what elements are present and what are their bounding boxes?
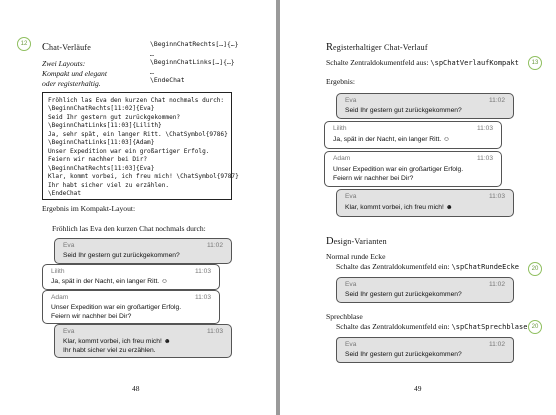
chat-bubble-right xyxy=(336,277,514,303)
line-number-badge: 20 xyxy=(528,262,542,276)
right-page xyxy=(280,0,556,415)
chat-text: Klar, kommt vorbei, ich freu mich! ☻ xyxy=(345,204,453,211)
chat-text: Seid Ihr gestern gut zurückgekommen? xyxy=(63,252,180,259)
chat-time: 11:03 xyxy=(194,294,211,301)
heading-initial: C xyxy=(42,42,50,53)
code-line: Feiern wir nachher bei Dir? xyxy=(48,156,148,163)
page-number: 48 xyxy=(132,384,140,393)
chat-sender: Adam xyxy=(51,294,69,301)
switch-command: \spChatVerlaufKompakt xyxy=(430,59,519,67)
code-line: \BeginnChatLinks[11:03]{Lilith} xyxy=(48,122,162,129)
section-heading xyxy=(42,37,91,55)
chat-text: Feiern wir nachher bei Dir? xyxy=(51,313,132,320)
code-line: \BeginnChatRechts[…]{…} xyxy=(150,40,239,48)
variant-switch-text xyxy=(336,322,527,331)
chat-text: Feiern wir nachher bei Dir? xyxy=(333,175,414,182)
chat-text: Seid Ihr gestern gut zurückgekommen? xyxy=(345,351,462,358)
switch-text xyxy=(326,58,519,67)
chat-sender: Eva xyxy=(345,281,357,288)
chat-sender: Adam xyxy=(333,155,351,162)
chat-text: Klar, kommt vorbei, ich freu mich! ☻ xyxy=(63,338,171,345)
chat-time: 11:02 xyxy=(488,341,505,348)
chat-bubble-right xyxy=(336,93,514,119)
code-line: \BeginnChatLinks[11:03]{Adam} xyxy=(48,139,155,146)
chat-sender: Eva xyxy=(345,97,357,104)
switch-label: Schalte Zentraldokumentfeld aus: xyxy=(326,58,429,67)
code-line: Klar, kommt vorbei, ich freu mich! \ChatSymbol{9787} xyxy=(48,173,239,180)
heading-initial: R xyxy=(326,42,334,53)
line-number-badge: 20 xyxy=(528,320,542,334)
code-line: … xyxy=(150,68,154,76)
chat-time: 11:02 xyxy=(206,242,223,249)
result-label: Ergebnis: xyxy=(326,77,355,86)
chat-bubble-left xyxy=(324,151,502,187)
switch-label: Schalte das Zentraldokumentfeld ein: xyxy=(336,262,450,271)
chat-text: Seid Ihr gestern gut zurückgekommen? xyxy=(345,291,462,298)
heading-rest: egisterhaltiger Chat-Verlauf xyxy=(333,43,428,52)
intro-text: Fröhlich las Eva den kurzen Chat nochmals durch: xyxy=(52,224,206,233)
code-line: Ihr habt sicher viel zu erzählen. xyxy=(48,181,170,189)
code-line: \BeginnChatLinks[…]{…} xyxy=(150,58,235,66)
chat-bubble-right xyxy=(54,238,232,264)
switch-label: Schalte das Zentraldokumentfeld ein: xyxy=(336,322,450,331)
chat-sender: Lilith xyxy=(51,268,65,275)
page-number: 49 xyxy=(414,384,422,393)
chat-sender: Eva xyxy=(345,193,357,200)
code-line: Unser Expedition war ein großartiger Erfolg. xyxy=(48,147,210,155)
heading-rest: esign-Varianten xyxy=(333,237,387,246)
code-line: Fröhlich las Eva den kurzen Chat nochmals durch: xyxy=(48,97,225,104)
section-heading xyxy=(326,37,428,55)
heading-initial: D xyxy=(326,236,334,247)
margin-note-line: Zwei Layouts: xyxy=(42,59,86,68)
code-line: \BeginnChatRechts[11:03]{Eva} xyxy=(48,164,155,172)
chat-text: Unser Expedition war ein großartiger Erfolg. xyxy=(51,304,182,311)
chat-bubble-right xyxy=(54,324,232,358)
chat-bubble-left xyxy=(42,290,220,324)
switch-command: \spChatRundeEcke xyxy=(451,263,520,271)
chat-sender: Lilith xyxy=(333,125,347,132)
variant-label: Normal runde Ecke xyxy=(326,252,386,261)
code-line: \EndeChat xyxy=(150,76,185,84)
chat-bubble-right xyxy=(336,189,514,217)
result-label: Ergebnis im Kompakt-Layout: xyxy=(42,204,136,213)
chat-text: Unser Expedition war ein großartiger Erfolg. xyxy=(333,166,464,173)
left-page xyxy=(0,0,276,415)
heading-rest: hat-Verläufe xyxy=(49,43,91,52)
chat-text: Ihr habt sicher viel zu erzählen. xyxy=(63,347,156,354)
margin-note-line: oder registerhaltig. xyxy=(42,79,101,88)
code-line: \BeginnChatRechts[11:02]{Eva} xyxy=(48,105,155,112)
chat-time: 11:03 xyxy=(206,328,223,335)
code-line: \EndeChat xyxy=(48,190,82,197)
chat-time: 11:02 xyxy=(488,281,505,288)
chat-bubble-left xyxy=(324,121,502,149)
margin-note-line: Kompakt und elegant xyxy=(42,69,107,78)
chat-sender: Eva xyxy=(63,242,75,249)
code-line: … xyxy=(150,50,154,58)
line-number-badge: 13 xyxy=(528,56,542,70)
chat-time: 11:03 xyxy=(194,268,211,275)
switch-command: \spChatSprechblase xyxy=(451,323,528,331)
chat-text: Ja, spät in der Nacht, ein langer Ritt. ☺ xyxy=(51,278,168,285)
chat-time: 11:03 xyxy=(476,125,493,132)
variant-label: Sprechblase xyxy=(326,312,363,321)
chat-sender: Eva xyxy=(63,328,75,335)
code-line: Seid Ihr gestern gut zurückgekommen? xyxy=(48,113,181,121)
line-number-badge: 12 xyxy=(17,37,31,51)
chat-time: 11:03 xyxy=(488,193,505,200)
chat-bubble-left xyxy=(42,264,220,290)
code-line: Ja, sehr spät, ein langer Ritt. \ChatSymbol{9786} xyxy=(48,130,228,138)
variant-switch-text xyxy=(336,262,519,271)
chat-sender: Eva xyxy=(345,341,357,348)
chat-time: 11:03 xyxy=(476,155,493,162)
code-listing-box xyxy=(42,92,239,200)
chat-time: 11:02 xyxy=(488,97,505,104)
section-heading xyxy=(326,231,387,249)
chat-text: Ja, spät in der Nacht, ein langer Ritt. ☺ xyxy=(333,136,450,143)
chat-bubble-speech xyxy=(336,337,514,363)
chat-text: Seid Ihr gestern gut zurückgekommen? xyxy=(345,107,462,114)
